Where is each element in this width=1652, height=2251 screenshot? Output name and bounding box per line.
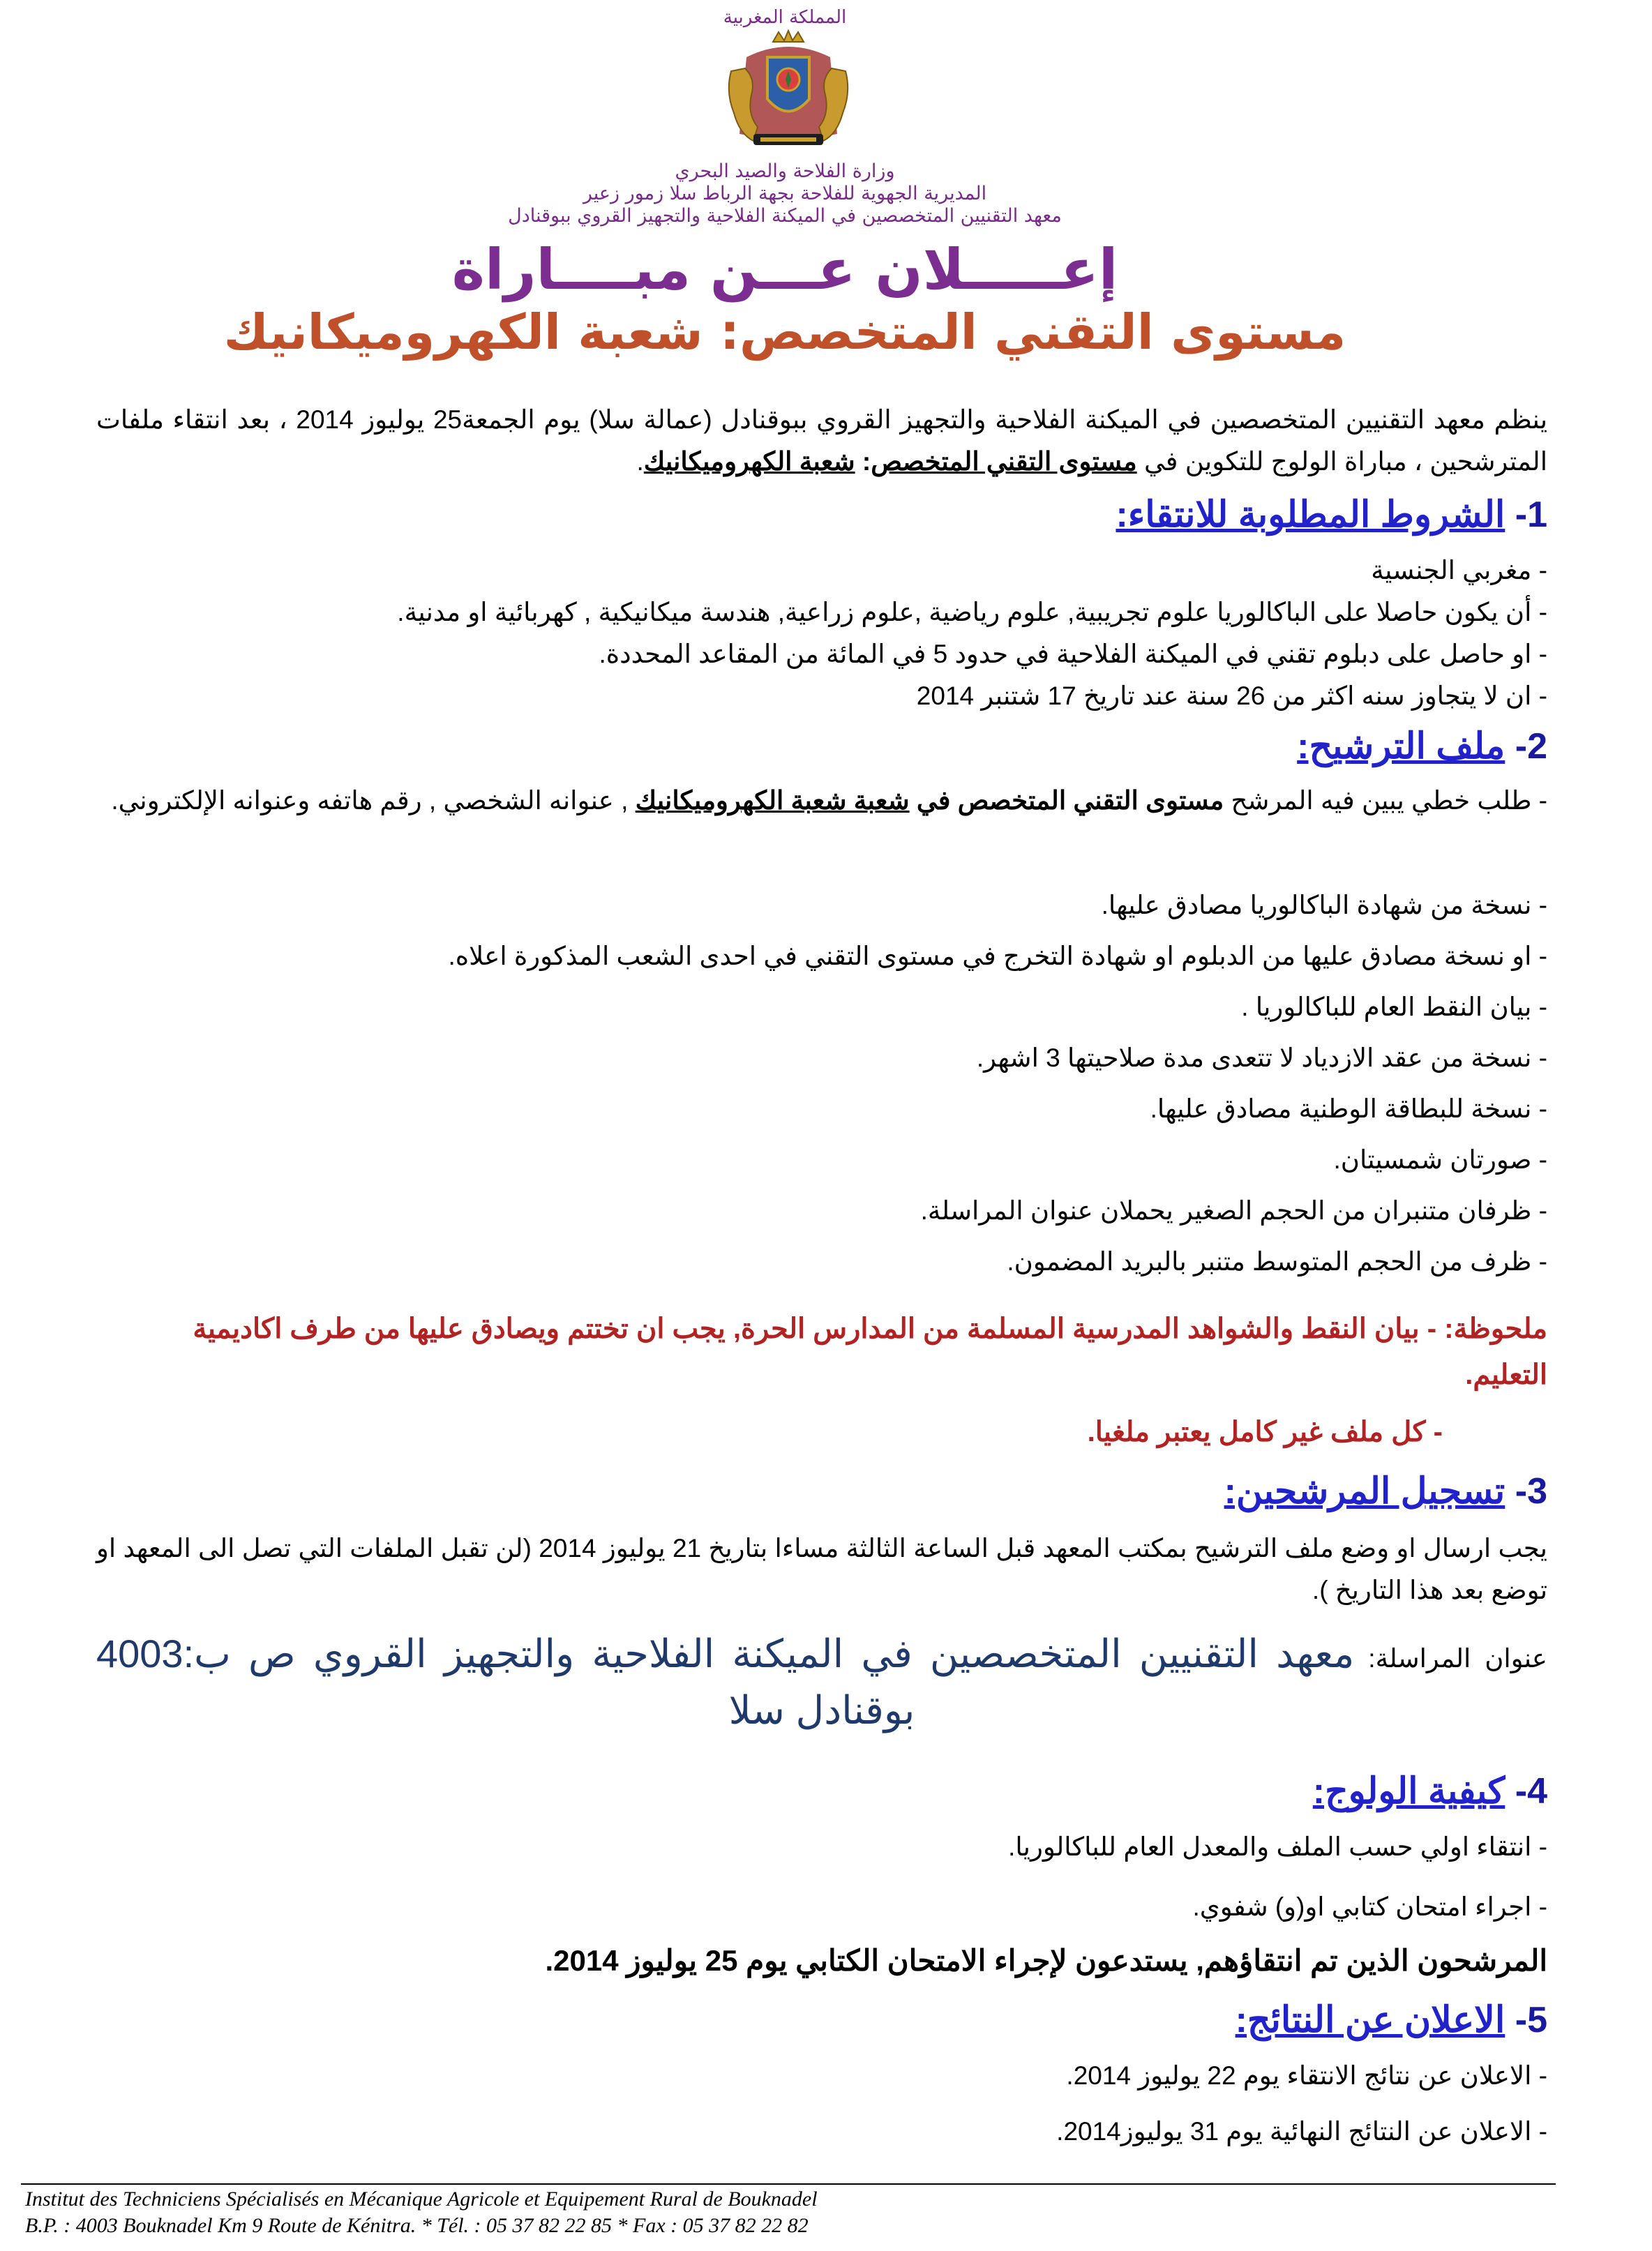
section-3-title: تسجيل المرشحين: bbox=[1224, 1471, 1505, 1512]
intro-text: ينظم معهد التقنيين المتخصصين في الميكنة الفلاحية والتجهيز القروي ببوقنادل (عمالة سلا) يوم الجمعة25 يوليوز 2014 ، بعد انتقاء ملفات المترشحين ، مباراة الولوج للتكوين في bbox=[96, 405, 1547, 476]
announcement-title: إعـــــلان عـــن مبــــاراة bbox=[451, 237, 1118, 302]
access-item: - انتقاء اولي حسب الملف والمعدل العام للباكالوريا. bbox=[1008, 1832, 1547, 1861]
dossier-item: - ظرفان متنبران من الحجم الصغير يحملان عنوان المراسلة. bbox=[920, 1196, 1547, 1225]
section-4-heading bbox=[1313, 1770, 1547, 1812]
results-item: - الاعلان عن نتائج الانتقاء يوم 22 يوليوز 2014. bbox=[1066, 2061, 1547, 2090]
coat-of-arms-emblem-icon bbox=[719, 29, 858, 152]
section-5-title: الاعلان عن النتائج: bbox=[1235, 2000, 1505, 2040]
section-1-heading bbox=[1116, 494, 1547, 536]
dossier-first-pre: طلب خطي يبين فيه المرشح bbox=[1224, 786, 1532, 815]
condition-item: - او حاصل على دبلوم تقني في الميكنة الفلاحية في حدود 5 في المائة من المقاعد المحددة. bbox=[599, 640, 1547, 668]
condition-item: - مغربي الجنسية bbox=[1371, 556, 1547, 585]
dossier-item: - او نسخة مصادق عليها من الدبلوم او شهادة التخرج في مستوى التقني في احدى الشعب المذكورة اعلاه. bbox=[448, 942, 1547, 970]
section-5-number: 5- bbox=[1515, 2000, 1547, 2040]
note-paragraph: ملحوظة: - بيان النقط والشواهد المدرسية المسلمة من المدارس الحرة, يجب ان تختتم ويصادق عليها من طرف اكاديمية التعليم. bbox=[193, 1313, 1547, 1390]
section-5-heading bbox=[1236, 1999, 1547, 2041]
section-2-number: 2- bbox=[1515, 726, 1547, 767]
dossier-first-item: - طلب خطي يبين فيه المرشح مستوى التقني المتخصص في شعبة شعبة الكهروميكانيك , عنوانه الشخصي , رقم هاتفه وعنوانه الإلكتروني. bbox=[111, 786, 1547, 815]
section-4-number: 4- bbox=[1515, 1771, 1547, 1812]
access-item: - اجراء امتحان كتابي او(و) شفوي. bbox=[1192, 1892, 1547, 1921]
directorate-label: المديرية الجهوية للفلاحة بجهة الرباط سلا زمور زعير bbox=[583, 183, 987, 204]
ministry-label: وزارة الفلاحة والصيد البحري bbox=[675, 160, 895, 182]
dossier-first-space bbox=[910, 786, 917, 815]
section-1-title: الشروط المطلوبة للانتقاء: bbox=[1116, 495, 1505, 535]
intro-paragraph bbox=[96, 399, 1547, 483]
dossier-item: - صورتان شمسيتان. bbox=[1333, 1145, 1547, 1174]
intro-colon: : bbox=[855, 447, 871, 476]
dossier-item: - نسخة للبطاقة الوطنية مصادق عليها. bbox=[1150, 1094, 1547, 1123]
dossier-first-branch: شعبة شعبة الكهروميكانيك bbox=[635, 786, 910, 815]
section-2-title: ملف الترشيح: bbox=[1297, 726, 1505, 767]
footer-divider bbox=[21, 2183, 1556, 2185]
intro-end: . bbox=[636, 447, 644, 476]
summons-text: المرشحون الذين تم انتقاؤهم, يستدعون لإجراء الامتحان الكتابي يوم 25 يوليوز 2014. bbox=[545, 1944, 1547, 1977]
footer-contact: B.P. : 4003 Bouknadel Km 9 Route de Kénitra. * Tél. : 05 37 82 22 85 * Fax : 05 37 82 22 82 bbox=[25, 2214, 809, 2237]
registration-text: يجب ارسال او وضع ملف الترشيح بمكتب المعهد قبل الساعة الثالثة مساءا بتاريخ 21 يوليوز 2014 (لن تقبل الملفات التي تصل الى المعهد او توضع بعد هذا التاريخ ). bbox=[96, 1534, 1547, 1604]
institute-label: معهد التقنيين المتخصصين في الميكنة الفلاحية والتجهيز القروي ببوقنادل bbox=[508, 205, 1062, 227]
intro-branch: شعبة الكهروميكانيك bbox=[643, 447, 855, 476]
note-incomplete-file: - كل ملف غير كامل يعتبر ملغيا. bbox=[1087, 1417, 1443, 1447]
address-label: عنوان المراسلة: bbox=[1354, 1644, 1548, 1673]
condition-item: - أن يكون حاصلا على الباكالوريا علوم تجريبية, علوم رياضية ,علوم زراعية, هندسة ميكانيكية , كهربائية او مدنية. bbox=[397, 598, 1547, 626]
section-3-number: 3- bbox=[1515, 1471, 1547, 1512]
kingdom-label: المملكة المغربية bbox=[723, 7, 847, 28]
address-value: معهد التقنيين المتخصصين في الميكنة الفلاحية والتجهيز القروي ص ب:4003 بوقنادل سلا bbox=[96, 1632, 1355, 1732]
footer-institute-name: Institut des Techniciens Spécialisés en Mécanique Agricole et Equipement Rural de Bouknadel bbox=[25, 2188, 818, 2211]
dossier-first-post: , عنوانه الشخصي , رقم هاتفه وعنوانه الإلكتروني. bbox=[111, 786, 636, 815]
condition-item: - ان لا يتجاوز سنه اكثر من 26 سنة عند تاريخ 17 شتنبر 2014 bbox=[916, 682, 1547, 710]
section-4-title: كيفية الولوج: bbox=[1312, 1771, 1505, 1812]
dossier-item: - نسخة من شهادة الباكالوريا مصادق عليها. bbox=[1101, 891, 1547, 919]
dossier-first-bold: مستوى التقني المتخصص في bbox=[916, 786, 1224, 815]
announcement-subtitle: مستوى التقني المتخصص: شعبة الكهروميكانيك bbox=[223, 303, 1346, 361]
mailing-address bbox=[96, 1628, 1547, 1741]
section-2-heading bbox=[1297, 725, 1547, 767]
results-item: - الاعلان عن النتائج النهائية يوم 31 يوليوز2014. bbox=[1056, 2117, 1547, 2146]
dossier-item: - ظرف من الحجم المتوسط متنبر بالبريد المضمون. bbox=[1007, 1247, 1547, 1276]
intro-level: مستوى التقني المتخصص bbox=[871, 447, 1137, 476]
dossier-item: - نسخة من عقد الازدياد لا تتعدى مدة صلاحيتها 3 اشهر. bbox=[976, 1044, 1547, 1072]
section-1-number: 1- bbox=[1515, 495, 1547, 535]
section-3-heading bbox=[1224, 1470, 1547, 1512]
dossier-item: - بيان النقط العام للباكالوريا . bbox=[1241, 993, 1547, 1021]
